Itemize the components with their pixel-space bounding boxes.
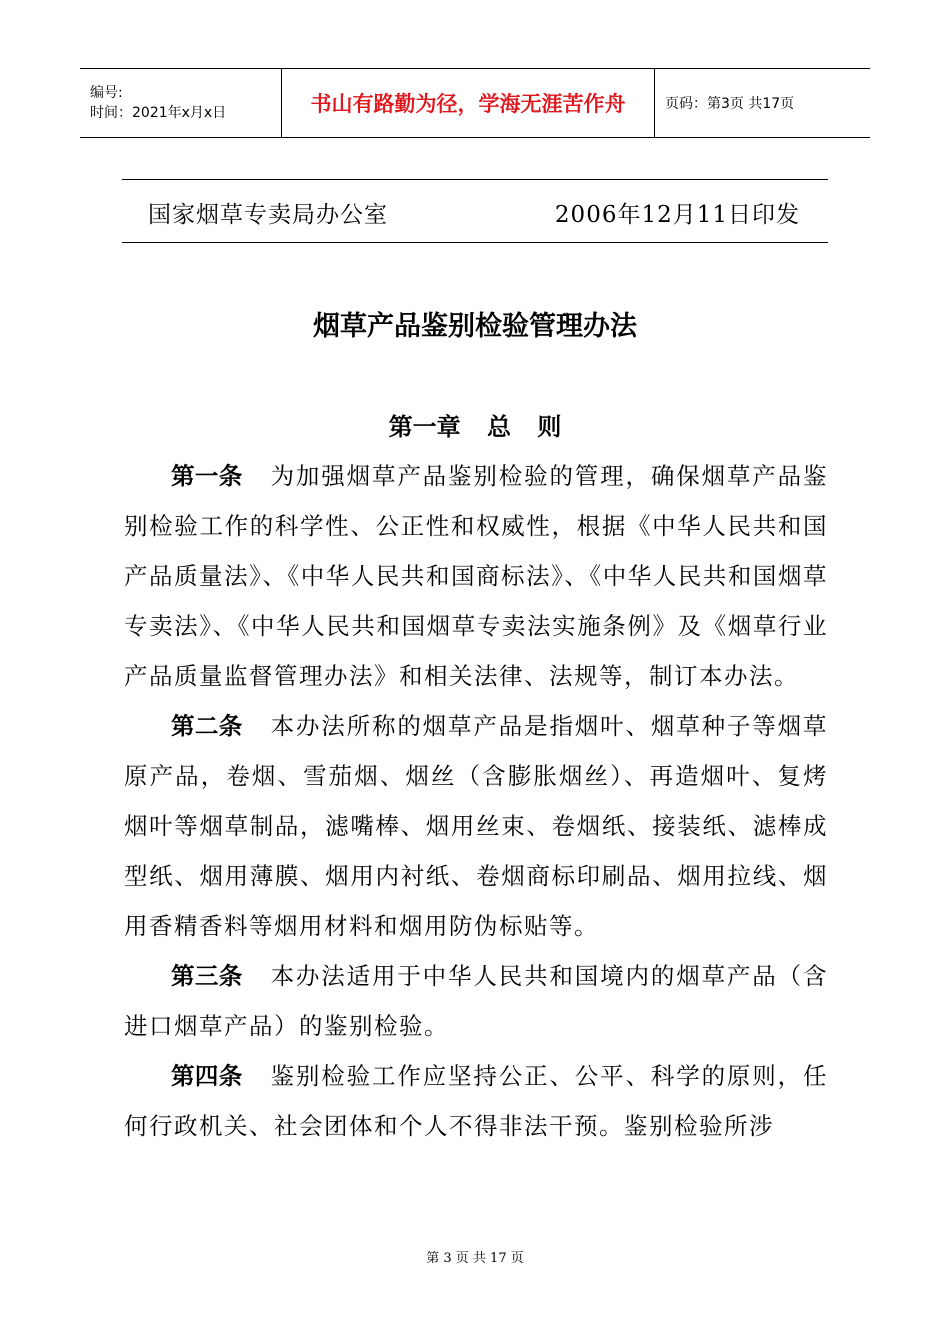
article-3	[124, 951, 828, 1051]
header-motto: 书山有路勤为径，学海无涯苦作舟	[281, 69, 655, 137]
article-4	[124, 1051, 828, 1151]
document-body	[124, 451, 828, 1151]
chapter-title: 第一章 总 则	[388, 413, 562, 441]
time-label: 时间：2021年x月x日	[90, 105, 227, 121]
document-title: 烟草产品鉴别检验管理办法	[313, 311, 637, 342]
number-label: 编号:	[90, 85, 123, 101]
article-label: 第二条	[171, 712, 243, 740]
issue-line	[122, 179, 828, 243]
article-text: 为加强烟草产品鉴别检验的管理，确保烟草产品鉴别检验工作的科学性、公正性和权威性，根据《中华人民共和国产品质量法》、《中华人民共和国商标法》、《中华人民共和国烟草专卖法》、《中华人民共和国烟草专卖法实施条例》及《烟草行业产品质量监督管理办法》和相关法律、法规等，制订本办法。	[124, 462, 828, 690]
page-header	[80, 68, 870, 138]
article-1	[124, 451, 828, 701]
header-page-info: 页码：第3页 共17页	[665, 96, 795, 112]
article-text: 鉴别检验工作应坚持公正、公平、科学的原则，任何行政机关、社会团体和个人不得非法干预。鉴别检验所涉	[124, 1062, 828, 1140]
article-label: 第一条	[171, 462, 243, 490]
article-text: 本办法适用于中华人民共和国境内的烟草产品（含进口烟草产品）的鉴别检验。	[124, 962, 828, 1040]
page-footer: 第 3 页 共 17 页	[426, 1251, 524, 1266]
article-label: 第三条	[171, 962, 243, 990]
article-text: 本办法所称的烟草产品是指烟叶、烟草种子等烟草原产品，卷烟、雪茄烟、烟丝（含膨胀烟丝）、再造烟叶、复烤烟叶等烟草制品，滤嘴棒、烟用丝束、卷烟纸、接装纸、滤棒成型纸、烟用薄膜、烟用内衬纸、卷烟商标印刷品、烟用拉线、烟用香精香料等烟用材料和烟用防伪标贴等。	[124, 712, 828, 940]
article-label: 第四条	[171, 1062, 243, 1090]
issuer: 国家烟草专卖局办公室	[148, 202, 388, 228]
issue-date: 2006年12月11日印发	[554, 202, 800, 228]
article-2	[124, 701, 828, 951]
header-meta	[80, 69, 281, 137]
